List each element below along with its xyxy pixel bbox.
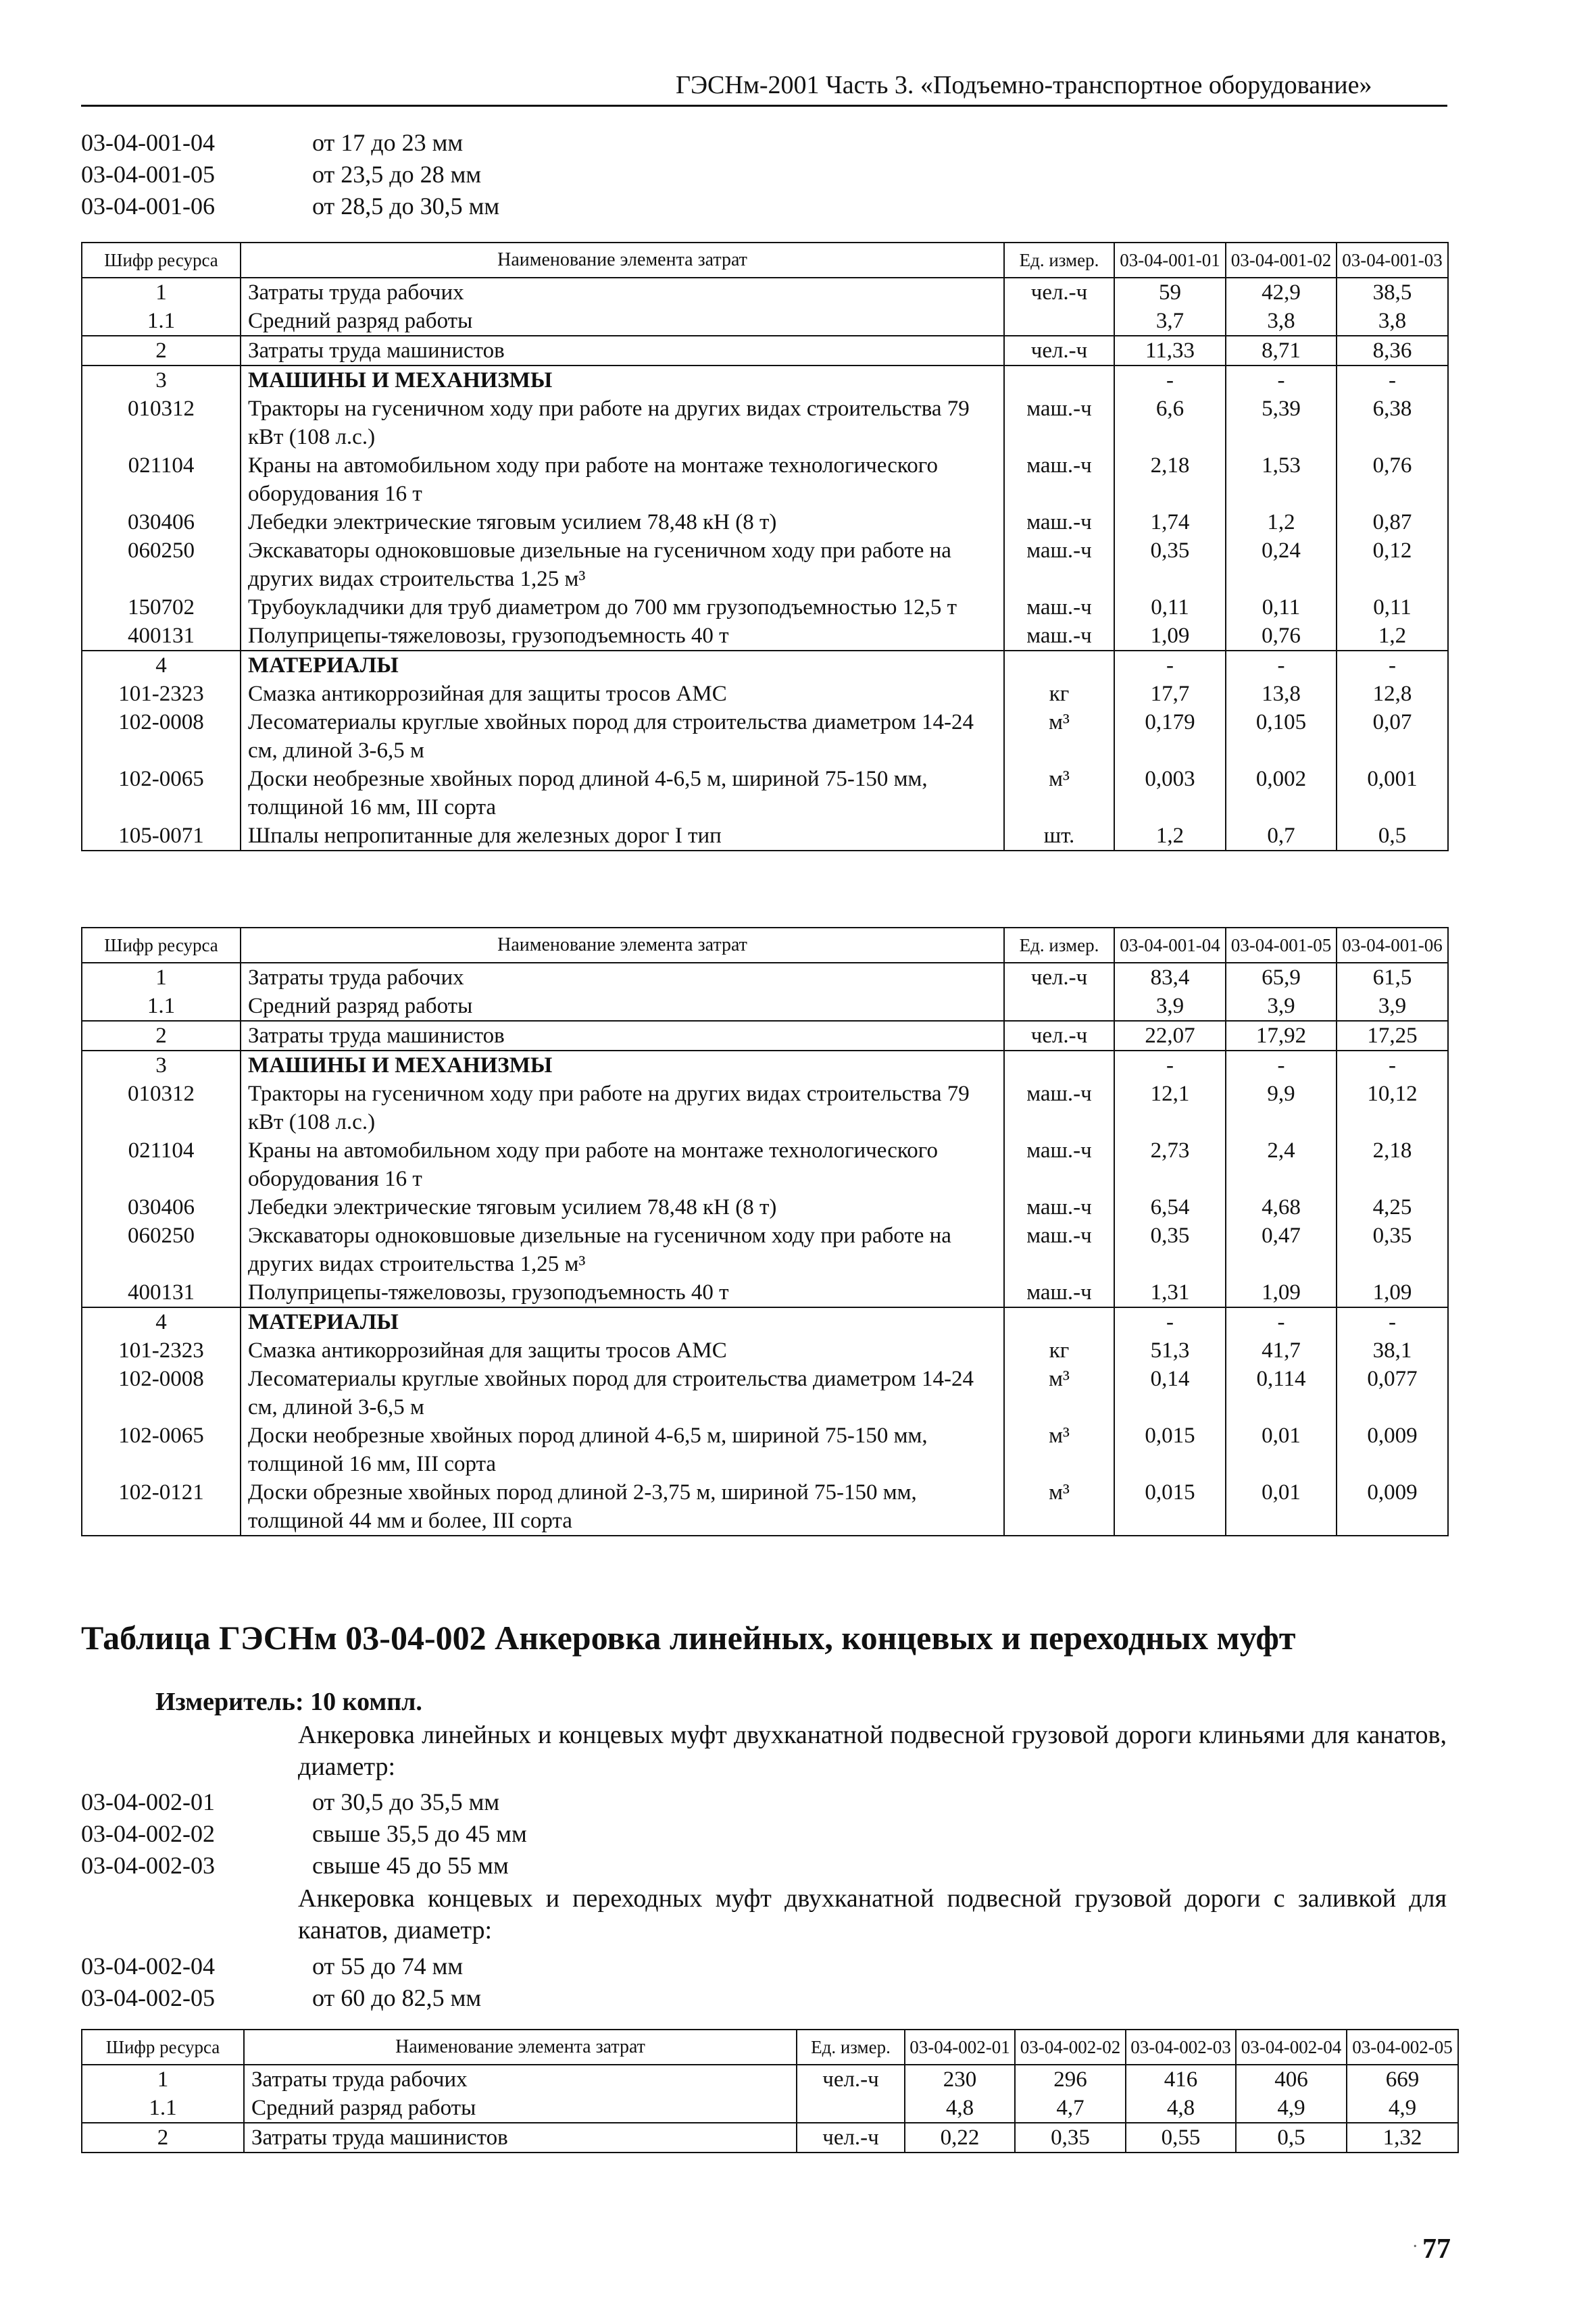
norm-value: - — [1226, 1307, 1337, 1336]
norm-value: 0,114 — [1226, 1365, 1337, 1422]
norm-value: 0,22 — [905, 2123, 1015, 2153]
cost-element-name: Затраты труда рабочих — [241, 278, 1004, 307]
table-row — [82, 680, 1448, 708]
norm-value: 8,71 — [1226, 336, 1337, 366]
resource-code: 4 — [82, 651, 241, 680]
table-row — [82, 2094, 1458, 2123]
norm-value: 2,18 — [1114, 451, 1226, 508]
code-line — [81, 1818, 527, 1850]
col-header-norm: 03-04-002-05 — [1347, 2030, 1458, 2065]
cost-element-name: МАТЕРИАЛЫ — [241, 1307, 1004, 1336]
norm-value: 1,31 — [1114, 1278, 1226, 1307]
cost-element-name: Трубоукладчики для труб диаметром до 700 мм грузоподъемностью 12,5 т — [241, 593, 1004, 622]
resource-table-3 — [81, 2029, 1459, 2153]
norm-value: 0,11 — [1226, 593, 1337, 622]
table-row — [82, 536, 1448, 593]
col-header-norm: 03-04-002-02 — [1015, 2030, 1126, 2065]
unit: чел.-ч — [1004, 278, 1114, 307]
col-header-norm: 03-04-001-04 — [1114, 928, 1226, 963]
code-desc: от 28,5 до 30,5 мм — [312, 193, 500, 220]
table-header-row — [82, 928, 1448, 963]
code-line — [81, 1982, 481, 2014]
code-line — [81, 159, 499, 191]
resource-code: 060250 — [82, 1222, 241, 1278]
unit: чел.-ч — [797, 2065, 905, 2094]
table-row — [82, 593, 1448, 622]
measurer: Измеритель: 10 компл. — [155, 1688, 422, 1716]
unit: чел.-ч — [797, 2123, 905, 2153]
cost-element-name: Доски необрезные хвойных пород длиной 4-6,5 м, шириной 75-150 мм, толщиной 16 мм, III сорта — [241, 1422, 1004, 1478]
norm-value: 0,35 — [1337, 1222, 1448, 1278]
norm-value: 3,9 — [1226, 992, 1337, 1021]
cost-element-name: Полуприцепы-тяжеловозы, грузоподъемность 40 т — [241, 622, 1004, 651]
table-row — [82, 366, 1448, 395]
norm-value: 0,12 — [1337, 536, 1448, 593]
resource-code: 060250 — [82, 536, 241, 593]
cost-element-name: Тракторы на гусеничном ходу при работе на других видах строительства 79 кВт (108 л.с.) — [241, 395, 1004, 451]
norm-value: 0,76 — [1226, 622, 1337, 651]
norm-value: 4,8 — [1126, 2094, 1236, 2123]
norm-value: 0,14 — [1114, 1365, 1226, 1422]
norm-value: 0,55 — [1126, 2123, 1236, 2153]
col-header-cost-element: Наименование элемента затрат — [241, 928, 1004, 963]
unit: маш.-ч — [1004, 536, 1114, 593]
norm-value: 51,3 — [1114, 1336, 1226, 1365]
table-row — [82, 278, 1448, 307]
norm-value: 3,7 — [1114, 307, 1226, 336]
header-divider — [81, 105, 1447, 107]
cost-element-name: Экскаваторы одноковшовые дизельные на гусеничном ходу при работе на других видах строительства 1,25 м³ — [241, 536, 1004, 593]
norm-value: 0,11 — [1114, 593, 1226, 622]
norm-value: - — [1226, 651, 1337, 680]
resource-code: 010312 — [82, 395, 241, 451]
code-list-2 — [81, 1951, 481, 2014]
norm-value: 1,09 — [1337, 1278, 1448, 1307]
code: 03-04-001-05 — [81, 161, 215, 188]
norm-value: - — [1337, 1051, 1448, 1080]
norm-value: 0,001 — [1337, 765, 1448, 822]
norm-value: 3,8 — [1337, 307, 1448, 336]
norm-value: 1,53 — [1226, 451, 1337, 508]
norm-value: 4,9 — [1236, 2094, 1347, 2123]
col-header-norm: 03-04-002-03 — [1126, 2030, 1236, 2065]
norm-value: 83,4 — [1114, 963, 1226, 992]
norm-value: 38,5 — [1337, 278, 1448, 307]
resource-code: 105-0071 — [82, 822, 241, 851]
norm-value: 1,74 — [1114, 508, 1226, 536]
table-row — [82, 1278, 1448, 1307]
norm-value: 42,9 — [1226, 278, 1337, 307]
norm-value: 0,009 — [1337, 1422, 1448, 1478]
table-row — [82, 1336, 1448, 1365]
code-line — [81, 1786, 527, 1818]
table-row — [82, 1478, 1448, 1536]
norm-value: - — [1337, 651, 1448, 680]
norm-value: 3,9 — [1114, 992, 1226, 1021]
norm-value: 296 — [1015, 2065, 1126, 2094]
norm-value: 0,015 — [1114, 1422, 1226, 1478]
col-header-resource-code: Шифр ресурса — [82, 2030, 244, 2065]
resource-code: 030406 — [82, 508, 241, 536]
cost-element-name: Средний разряд работы — [241, 992, 1004, 1021]
unit: шт. — [1004, 822, 1114, 851]
table-title: Таблица ГЭСНм 03-04-002 Анкеровка линейных, концевых и переходных муфт — [81, 1619, 1296, 1657]
resource-code: 1 — [82, 2065, 244, 2094]
unit: маш.-ч — [1004, 508, 1114, 536]
cost-element-name: Средний разряд работы — [241, 307, 1004, 336]
unit — [1004, 1307, 1114, 1336]
table-row — [82, 765, 1448, 822]
unit: чел.-ч — [1004, 963, 1114, 992]
unit: маш.-ч — [1004, 593, 1114, 622]
norm-value: 17,92 — [1226, 1021, 1337, 1051]
norm-value: 0,76 — [1337, 451, 1448, 508]
code-line — [81, 1951, 481, 1982]
resource-code: 400131 — [82, 1278, 241, 1307]
table-row — [82, 451, 1448, 508]
unit — [1004, 307, 1114, 336]
cost-element-name: Доски необрезные хвойных пород длиной 4-6,5 м, шириной 75-150 мм, толщиной 16 мм, III сорта — [241, 765, 1004, 822]
table-row — [82, 508, 1448, 536]
norm-value: - — [1226, 366, 1337, 395]
unit: м³ — [1004, 708, 1114, 765]
unit: чел.-ч — [1004, 1021, 1114, 1051]
table-row — [82, 2123, 1458, 2153]
unit: маш.-ч — [1004, 451, 1114, 508]
norm-value: 3,9 — [1337, 992, 1448, 1021]
norm-value: 4,68 — [1226, 1193, 1337, 1222]
resource-code: 1 — [82, 278, 241, 307]
code: 03-04-002-01 — [81, 1788, 215, 1815]
norm-value: 0,24 — [1226, 536, 1337, 593]
section-description-2: Анкеровка концевых и переходных муфт двухканатной подвесной грузовой дороги с заливкой для канатов, диаметр: — [298, 1884, 1447, 1944]
unit — [797, 2094, 905, 2123]
unit: м³ — [1004, 765, 1114, 822]
norm-value: 0,002 — [1226, 765, 1337, 822]
resource-code: 150702 — [82, 593, 241, 622]
col-header-unit: Ед. измер. — [797, 2030, 905, 2065]
table-row — [82, 1307, 1448, 1336]
col-header-cost-element: Наименование элемента затрат — [241, 243, 1004, 278]
resource-code: 4 — [82, 1307, 241, 1336]
cost-element-name: Смазка антикоррозийная для защиты тросов АМС — [241, 1336, 1004, 1365]
norm-value: 6,6 — [1114, 395, 1226, 451]
norm-value: 1,09 — [1114, 622, 1226, 651]
table-row — [82, 1021, 1448, 1051]
code-line — [81, 1850, 527, 1882]
norm-value: 0,105 — [1226, 708, 1337, 765]
norm-value: 1,32 — [1347, 2123, 1458, 2153]
norm-value: - — [1114, 366, 1226, 395]
unit: кг — [1004, 1336, 1114, 1365]
norm-value: 6,54 — [1114, 1193, 1226, 1222]
unit: маш.-ч — [1004, 395, 1114, 451]
norm-value: 0,87 — [1337, 508, 1448, 536]
norm-value: 2,73 — [1114, 1136, 1226, 1193]
cost-element-name: Тракторы на гусеничном ходу при работе на других видах строительства 79 кВт (108 л.с.) — [241, 1080, 1004, 1136]
resource-code: 3 — [82, 1051, 241, 1080]
resource-code: 102-0065 — [82, 1422, 241, 1478]
norm-value: 0,01 — [1226, 1422, 1337, 1478]
norm-value: 1,09 — [1226, 1278, 1337, 1307]
code: 03-04-002-02 — [81, 1820, 215, 1847]
resource-code: 1.1 — [82, 992, 241, 1021]
code: 03-04-002-03 — [81, 1852, 215, 1879]
norm-value: 59 — [1114, 278, 1226, 307]
col-header-norm: 03-04-001-05 — [1226, 928, 1337, 963]
cost-element-name: Экскаваторы одноковшовые дизельные на гусеничном ходу при работе на других видах строительства 1,25 м³ — [241, 1222, 1004, 1278]
norm-value: 0,35 — [1114, 1222, 1226, 1278]
cost-element-name: Доски обрезные хвойных пород длиной 2-3,75 м, шириной 75-150 мм, толщиной 44 мм и более, III сорта — [241, 1478, 1004, 1536]
norm-value: 10,12 — [1337, 1080, 1448, 1136]
resource-code: 101-2323 — [82, 1336, 241, 1365]
norm-value: 0,009 — [1337, 1478, 1448, 1536]
table-row — [82, 622, 1448, 651]
code: 03-04-002-05 — [81, 1984, 215, 2011]
norm-value: 0,35 — [1015, 2123, 1126, 2153]
resource-code: 400131 — [82, 622, 241, 651]
norm-value: 4,8 — [905, 2094, 1015, 2123]
norm-value: 0,003 — [1114, 765, 1226, 822]
norm-value: 22,07 — [1114, 1021, 1226, 1051]
resource-code: 2 — [82, 2123, 244, 2153]
norm-value: 12,1 — [1114, 1080, 1226, 1136]
norm-value: 4,7 — [1015, 2094, 1126, 2123]
norm-value: 13,8 — [1226, 680, 1337, 708]
norm-value: 0,5 — [1236, 2123, 1347, 2153]
col-header-norm: 03-04-001-02 — [1226, 243, 1337, 278]
norm-value: 65,9 — [1226, 963, 1337, 992]
table-row — [82, 395, 1448, 451]
table-row — [82, 1136, 1448, 1193]
norm-value: 0,179 — [1114, 708, 1226, 765]
resource-table-2 — [81, 927, 1449, 1536]
col-header-resource-code: Шифр ресурса — [82, 243, 241, 278]
norm-value: 9,9 — [1226, 1080, 1337, 1136]
cost-element-name: МАШИНЫ И МЕХАНИЗМЫ — [241, 1051, 1004, 1080]
norm-value: - — [1114, 1051, 1226, 1080]
table-row — [82, 651, 1448, 680]
code-line — [81, 191, 499, 222]
cost-element-name: Лесоматериалы круглые хвойных пород для строительства диаметром 14-24 см, длиной 3-6,5 м — [241, 1365, 1004, 1422]
cost-element-name: Затраты труда рабочих — [244, 2065, 797, 2094]
norm-value: 17,7 — [1114, 680, 1226, 708]
unit — [1004, 366, 1114, 395]
cost-element-name: Затраты труда машинистов — [241, 1021, 1004, 1051]
resource-code: 102-0065 — [82, 765, 241, 822]
norm-value: 0,11 — [1337, 593, 1448, 622]
cost-element-name: Краны на автомобильном ходу при работе на монтаже технологического оборудования 16 т — [241, 1136, 1004, 1193]
cost-element-name: Лебедки электрические тяговым усилием 78,48 кН (8 т) — [241, 508, 1004, 536]
page-header: ГЭСНм-2001 Часть 3. «Подъемно-транспортное оборудование» — [676, 71, 1372, 99]
norm-value: 0,07 — [1337, 708, 1448, 765]
norm-value: 1,2 — [1114, 822, 1226, 851]
norm-value: 1,2 — [1337, 622, 1448, 651]
table-header-row — [82, 2030, 1458, 2065]
resource-code: 102-0008 — [82, 1365, 241, 1422]
norm-value: 5,39 — [1226, 395, 1337, 451]
table-row — [82, 963, 1448, 992]
norm-value: 0,47 — [1226, 1222, 1337, 1278]
code-desc: от 60 до 82,5 мм — [312, 1984, 482, 2011]
resource-code: 1.1 — [82, 2094, 244, 2123]
col-header-norm: 03-04-001-01 — [1114, 243, 1226, 278]
unit: м³ — [1004, 1422, 1114, 1478]
norm-value: - — [1337, 1307, 1448, 1336]
cost-element-name: Средний разряд работы — [244, 2094, 797, 2123]
code-desc: свыше 35,5 до 45 мм — [312, 1820, 527, 1847]
norm-value: 669 — [1347, 2065, 1458, 2094]
section-description-1: Анкеровка линейных и концевых муфт двухканатной подвесной грузовой дороги клиньями для канатов, диаметр: — [298, 1721, 1447, 1781]
code-desc: от 30,5 до 35,5 мм — [312, 1788, 500, 1815]
table-row — [82, 1365, 1448, 1422]
norm-value: 4,9 — [1347, 2094, 1458, 2123]
code-list-top — [81, 127, 499, 222]
unit: м³ — [1004, 1365, 1114, 1422]
unit: маш.-ч — [1004, 1222, 1114, 1278]
code-list-1 — [81, 1786, 527, 1882]
unit: чел.-ч — [1004, 336, 1114, 366]
col-header-norm: 03-04-002-01 — [905, 2030, 1015, 2065]
cost-element-name: Полуприцепы-тяжеловозы, грузоподъемность 40 т — [241, 1278, 1004, 1307]
table-row — [82, 336, 1448, 366]
resource-code: 021104 — [82, 1136, 241, 1193]
norm-value: - — [1114, 1307, 1226, 1336]
resource-code: 010312 — [82, 1080, 241, 1136]
col-header-resource-code: Шифр ресурса — [82, 928, 241, 963]
norm-value: 1,2 — [1226, 508, 1337, 536]
unit — [1004, 992, 1114, 1021]
cost-element-name: Шпалы непропитанные для железных дорог I тип — [241, 822, 1004, 851]
code: 03-04-001-04 — [81, 129, 215, 156]
cost-element-name: Краны на автомобильном ходу при работе на монтаже технологического оборудования 16 т — [241, 451, 1004, 508]
norm-value: 0,077 — [1337, 1365, 1448, 1422]
norm-value: 2,18 — [1337, 1136, 1448, 1193]
resource-code: 1 — [82, 963, 241, 992]
cost-element-name: Лесоматериалы круглые хвойных пород для строительства диаметром 14-24 см, длиной 3-6,5 м — [241, 708, 1004, 765]
resource-code: 2 — [82, 336, 241, 366]
table-row — [82, 1193, 1448, 1222]
table-row — [82, 708, 1448, 765]
code: 03-04-002-04 — [81, 1953, 215, 1980]
col-header-unit: Ед. измер. — [1004, 928, 1114, 963]
norm-value: - — [1226, 1051, 1337, 1080]
cost-element-name: Затраты труда рабочих — [241, 963, 1004, 992]
unit — [1004, 651, 1114, 680]
unit: маш.-ч — [1004, 1080, 1114, 1136]
cost-element-name: МАТЕРИАЛЫ — [241, 651, 1004, 680]
unit: м³ — [1004, 1478, 1114, 1536]
resource-table-1 — [81, 242, 1449, 851]
table-header-row — [82, 243, 1448, 278]
page-mark: · — [1412, 2236, 1418, 2257]
resource-code: 102-0008 — [82, 708, 241, 765]
code-desc: свыше 45 до 55 мм — [312, 1852, 509, 1879]
code-desc: от 17 до 23 мм — [312, 129, 464, 156]
col-header-norm: 03-04-001-06 — [1337, 928, 1448, 963]
resource-code: 102-0121 — [82, 1478, 241, 1536]
cost-element-name: Затраты труда машинистов — [244, 2123, 797, 2153]
code: 03-04-001-06 — [81, 193, 215, 220]
norm-value: 8,36 — [1337, 336, 1448, 366]
norm-value: 12,8 — [1337, 680, 1448, 708]
norm-value: 230 — [905, 2065, 1015, 2094]
resource-code: 1.1 — [82, 307, 241, 336]
table-row — [82, 1222, 1448, 1278]
norm-value: 2,4 — [1226, 1136, 1337, 1193]
norm-value: 406 — [1236, 2065, 1347, 2094]
norm-value: - — [1114, 651, 1226, 680]
col-header-unit: Ед. измер. — [1004, 243, 1114, 278]
table-row — [82, 1051, 1448, 1080]
table-row — [82, 822, 1448, 851]
norm-value: - — [1337, 366, 1448, 395]
resource-code: 101-2323 — [82, 680, 241, 708]
norm-value: 0,35 — [1114, 536, 1226, 593]
norm-value: 41,7 — [1226, 1336, 1337, 1365]
table-row — [82, 992, 1448, 1021]
cost-element-name: Лебедки электрические тяговым усилием 78,48 кН (8 т) — [241, 1193, 1004, 1222]
col-header-cost-element: Наименование элемента затрат — [244, 2030, 797, 2065]
table-row — [82, 1080, 1448, 1136]
code-desc: от 23,5 до 28 мм — [312, 161, 482, 188]
unit — [1004, 1051, 1114, 1080]
norm-value: 61,5 — [1337, 963, 1448, 992]
norm-value: 38,1 — [1337, 1336, 1448, 1365]
code-desc: от 55 до 74 мм — [312, 1953, 464, 1980]
unit: маш.-ч — [1004, 622, 1114, 651]
norm-value: 17,25 — [1337, 1021, 1448, 1051]
code-line — [81, 127, 499, 159]
norm-value: 0,015 — [1114, 1478, 1226, 1536]
norm-value: 3,8 — [1226, 307, 1337, 336]
norm-value: 0,7 — [1226, 822, 1337, 851]
resource-code: 030406 — [82, 1193, 241, 1222]
table-row — [82, 307, 1448, 336]
resource-code: 2 — [82, 1021, 241, 1051]
norm-value: 0,01 — [1226, 1478, 1337, 1536]
unit: маш.-ч — [1004, 1278, 1114, 1307]
cost-element-name: МАШИНЫ И МЕХАНИЗМЫ — [241, 366, 1004, 395]
norm-value: 416 — [1126, 2065, 1236, 2094]
table-row — [82, 2065, 1458, 2094]
cost-element-name: Затраты труда машинистов — [241, 336, 1004, 366]
unit: маш.-ч — [1004, 1136, 1114, 1193]
norm-value: 6,38 — [1337, 395, 1448, 451]
col-header-norm: 03-04-001-03 — [1337, 243, 1448, 278]
page-number: 77 — [1422, 2234, 1451, 2265]
cost-element-name: Смазка антикоррозийная для защиты тросов АМС — [241, 680, 1004, 708]
resource-code: 021104 — [82, 451, 241, 508]
unit: маш.-ч — [1004, 1193, 1114, 1222]
col-header-norm: 03-04-002-04 — [1236, 2030, 1347, 2065]
norm-value: 0,5 — [1337, 822, 1448, 851]
norm-value: 4,25 — [1337, 1193, 1448, 1222]
resource-code: 3 — [82, 366, 241, 395]
table-row — [82, 1422, 1448, 1478]
norm-value: 11,33 — [1114, 336, 1226, 366]
unit: кг — [1004, 680, 1114, 708]
